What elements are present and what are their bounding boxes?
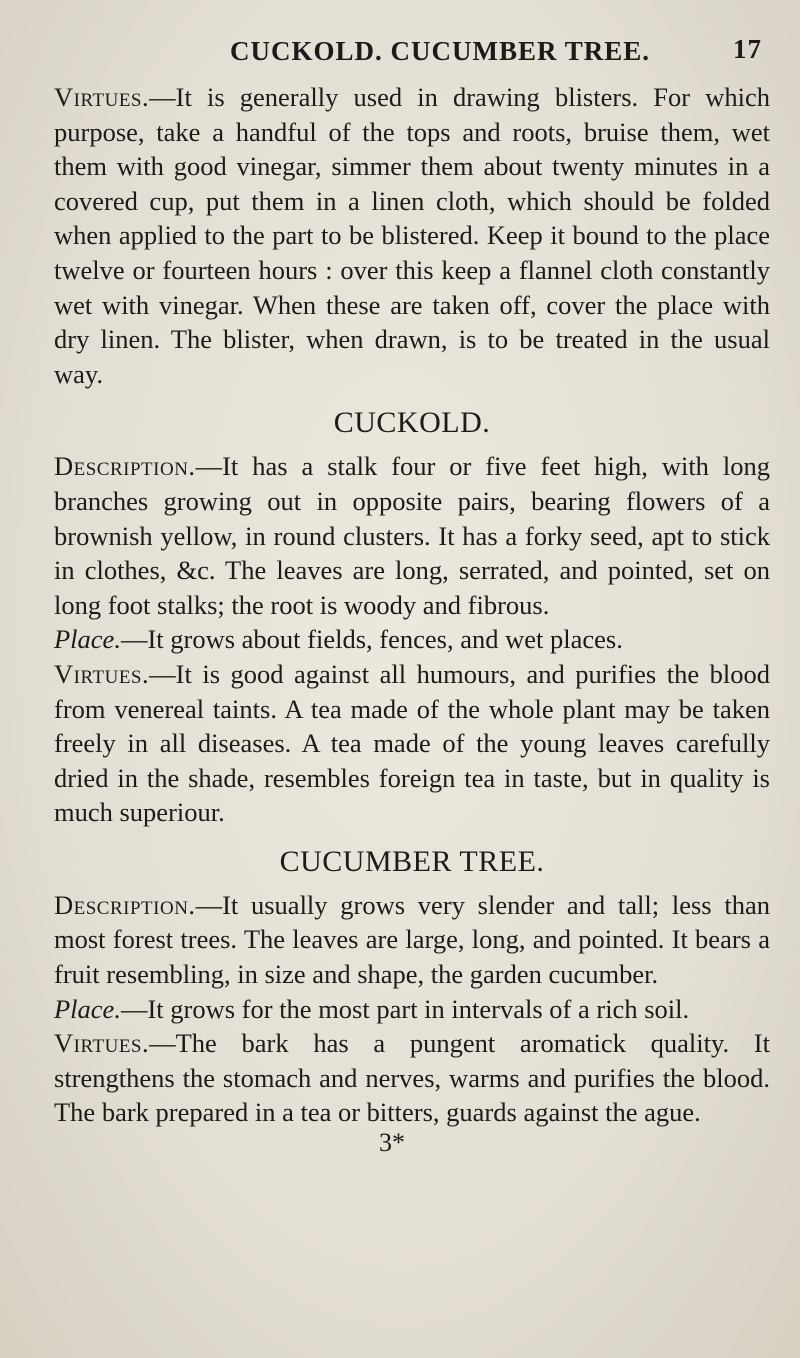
virtues-text: —It is generally used in drawing blisters. For which purpose, take a handful of the tops and roots, bruise them, wet them with good vinegar, simmer them about twenty minutes in a covered cup, put them in a linen cloth, which should be folded when applied to the part to be blistered. Keep it bound to the place twelve or fourteen hours : over this keep a flannel cloth constantly wet with vinegar. When these are taken off, cover the place with dry linen. The blister, when drawn, is to be treated in the usual way.: [54, 82, 770, 389]
signature-mark: 3*: [379, 1128, 405, 1158]
virtues-text: —The bark has a pungent aromatick quality. It strengthens the stomach and nerves, warms and purifies the blood. The bark prepared in a tea or bitters, guards against the ague.: [54, 1028, 770, 1128]
description-label: Description.: [54, 889, 196, 920]
cuckold-description-paragraph: [54, 449, 770, 622]
running-title: CUCKOLD. CUCUMBER TREE.: [230, 36, 651, 66]
cucumber-place-paragraph: [54, 992, 770, 1027]
place-text: —It grows about fields, fences, and wet places.: [120, 624, 623, 655]
cuckold-place-paragraph: [54, 622, 770, 657]
virtues-label: Virtues.: [54, 1028, 150, 1059]
virtues-label: Virtues.: [54, 82, 150, 112]
intro-virtues-paragraph: [54, 80, 770, 391]
cucumber-description-paragraph: [54, 888, 770, 992]
place-label: Place.: [54, 993, 121, 1024]
place-text: —It grows for the most part in intervals of a rich soil.: [120, 993, 690, 1024]
place-label: Place.: [54, 624, 121, 655]
virtues-label: Virtues.: [54, 658, 150, 689]
body-text: [54, 80, 770, 1161]
description-label: Description.: [54, 451, 196, 482]
page-number: 17: [733, 34, 762, 64]
cucumber-tree-heading: CUCUMBER TREE.: [279, 844, 545, 878]
cuckold-heading: CUCKOLD.: [333, 406, 491, 440]
virtues-text: —It is good against all humours, and purifies the blood from venereal taints. A tea made of the whole plant may be taken freely in all diseases. A tea made of the young leaves carefully dried in the shade, resembles foreign tea in taste, but in quality is much superiour.: [54, 658, 770, 828]
description-text: —It has a stalk four or five feet high, with long branches growing out in opposite pairs, bearing flowers of a brownish yellow, in round clusters. It has a forky seed, apt to stick in clothes, &c. The leaves are long, serrated, and pointed, set on long foot stalks; the root is woody and fibrous.: [54, 451, 770, 620]
running-head: [50, 28, 770, 72]
cuckold-virtues-paragraph: [54, 657, 770, 830]
description-text: —It usually grows very slender and tall; less than most forest trees. The leaves are large, long, and pointed. It bears a fruit resembling, in size and shape, the garden cucumber.: [54, 889, 770, 990]
cucumber-virtues-paragraph: [54, 1026, 770, 1130]
